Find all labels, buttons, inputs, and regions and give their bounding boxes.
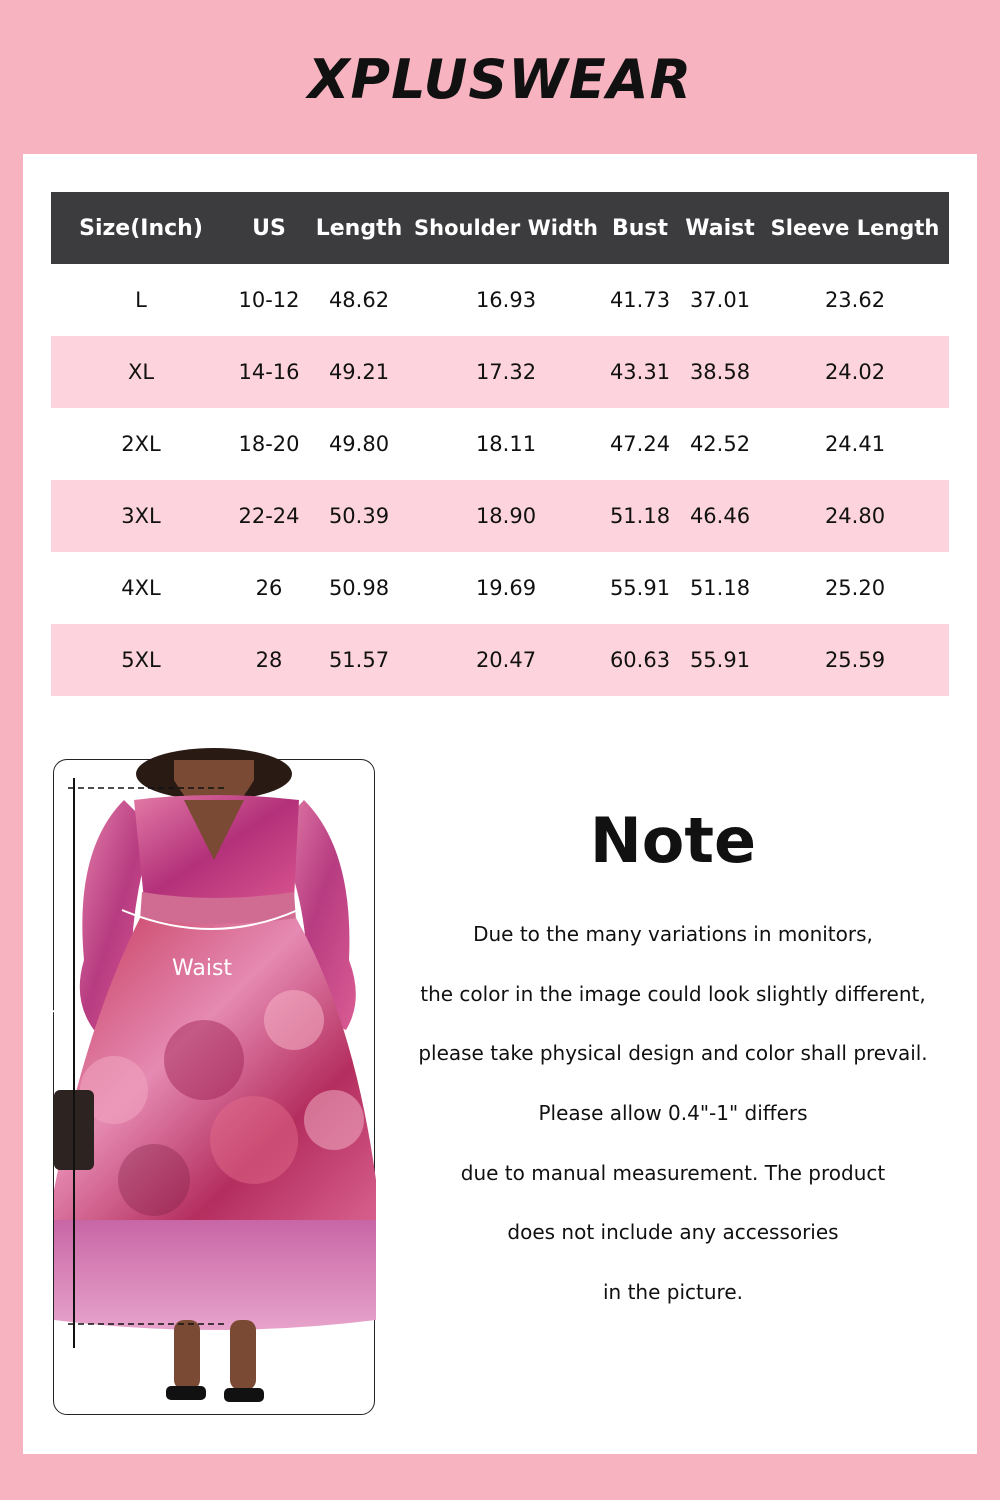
cell-sleeve-length: 24.02 bbox=[824, 360, 886, 384]
cell-us: 22-24 bbox=[238, 504, 300, 528]
cell-size: 4XL bbox=[121, 576, 161, 600]
cell-us: 18-20 bbox=[238, 432, 300, 456]
cell-bust: 43.31 bbox=[609, 360, 671, 384]
cell-shoulder-width: 19.69 bbox=[475, 576, 537, 600]
table-header bbox=[51, 192, 949, 264]
cell-size: L bbox=[135, 288, 147, 312]
cell-sleeve-length: 23.62 bbox=[824, 288, 886, 312]
note-line: due to manual measurement. The product bbox=[460, 1160, 886, 1185]
cell-length: 51.57 bbox=[328, 648, 390, 672]
waist-measure-label: Waist bbox=[172, 956, 233, 981]
cell-length: 49.21 bbox=[328, 360, 390, 384]
cell-bust: 60.63 bbox=[609, 648, 671, 672]
header-us: US bbox=[252, 215, 286, 241]
cell-shoulder-width: 17.32 bbox=[475, 360, 537, 384]
note-line: please take physical design and color shall prevail. bbox=[418, 1041, 928, 1066]
note-text bbox=[393, 920, 953, 1338]
cell-waist: 37.01 bbox=[689, 288, 751, 312]
cell-waist: 51.18 bbox=[689, 576, 751, 600]
cell-bust: 47.24 bbox=[609, 432, 671, 456]
note-line: does not include any accessories bbox=[507, 1220, 839, 1245]
cell-us: 14-16 bbox=[238, 360, 300, 384]
brand-logo: XPLUSWEAR bbox=[307, 48, 693, 111]
cell-sleeve-length: 25.59 bbox=[824, 648, 886, 672]
cell-sleeve-length: 24.80 bbox=[824, 504, 886, 528]
header-sleeve-length: Sleeve Length bbox=[770, 216, 940, 240]
cell-us: 28 bbox=[255, 648, 283, 672]
cell-shoulder-width: 18.11 bbox=[475, 432, 537, 456]
table-row bbox=[51, 624, 949, 696]
table-row bbox=[51, 480, 949, 552]
cell-sleeve-length: 24.41 bbox=[824, 432, 886, 456]
size-chart-table bbox=[51, 192, 949, 696]
cell-bust: 41.73 bbox=[609, 288, 671, 312]
note-line: Due to the many variations in monitors, bbox=[473, 922, 873, 946]
cell-shoulder-width: 20.47 bbox=[475, 648, 537, 672]
cell-shoulder-width: 18.90 bbox=[475, 504, 537, 528]
cell-length: 50.98 bbox=[328, 576, 390, 600]
note-line: the color in the image could look slightly different, bbox=[420, 981, 926, 1006]
product-photo bbox=[50, 759, 375, 1415]
cell-shoulder-width: 16.93 bbox=[475, 288, 537, 312]
cell-bust: 55.91 bbox=[609, 576, 671, 600]
cell-waist: 55.91 bbox=[689, 648, 751, 672]
table-row bbox=[51, 552, 949, 624]
header-size: Size(Inch) bbox=[79, 215, 203, 241]
table-row bbox=[51, 336, 949, 408]
cell-length: 48.62 bbox=[328, 288, 390, 312]
header-length: Length bbox=[315, 215, 403, 241]
table-row bbox=[51, 264, 949, 336]
cell-length: 49.80 bbox=[328, 432, 390, 456]
cell-size: 2XL bbox=[121, 432, 161, 456]
dress-illustration bbox=[54, 760, 376, 1416]
cell-length: 50.39 bbox=[328, 504, 390, 528]
cell-sleeve-length: 25.20 bbox=[824, 576, 886, 600]
table-row bbox=[51, 408, 949, 480]
cell-size: 3XL bbox=[121, 504, 161, 528]
note-line: in the picture. bbox=[603, 1280, 743, 1305]
cell-waist: 42.52 bbox=[689, 432, 751, 456]
cell-size: 5XL bbox=[121, 648, 161, 672]
cell-size: XL bbox=[127, 360, 155, 384]
note-title: Note bbox=[589, 804, 757, 877]
cell-waist: 38.58 bbox=[689, 360, 751, 384]
header-waist: Waist bbox=[685, 215, 755, 241]
header-shoulder-width: Shoulder Width bbox=[414, 216, 598, 240]
cell-us: 10-12 bbox=[238, 288, 300, 312]
note-line: Please allow 0.4"-1" differs bbox=[538, 1101, 808, 1126]
content-card bbox=[23, 154, 977, 1454]
header-bust: Bust bbox=[611, 215, 669, 241]
length-measure-label: Length bbox=[50, 966, 74, 1035]
cell-us: 26 bbox=[255, 576, 283, 600]
cell-bust: 51.18 bbox=[609, 504, 671, 528]
cell-waist: 46.46 bbox=[689, 504, 751, 528]
